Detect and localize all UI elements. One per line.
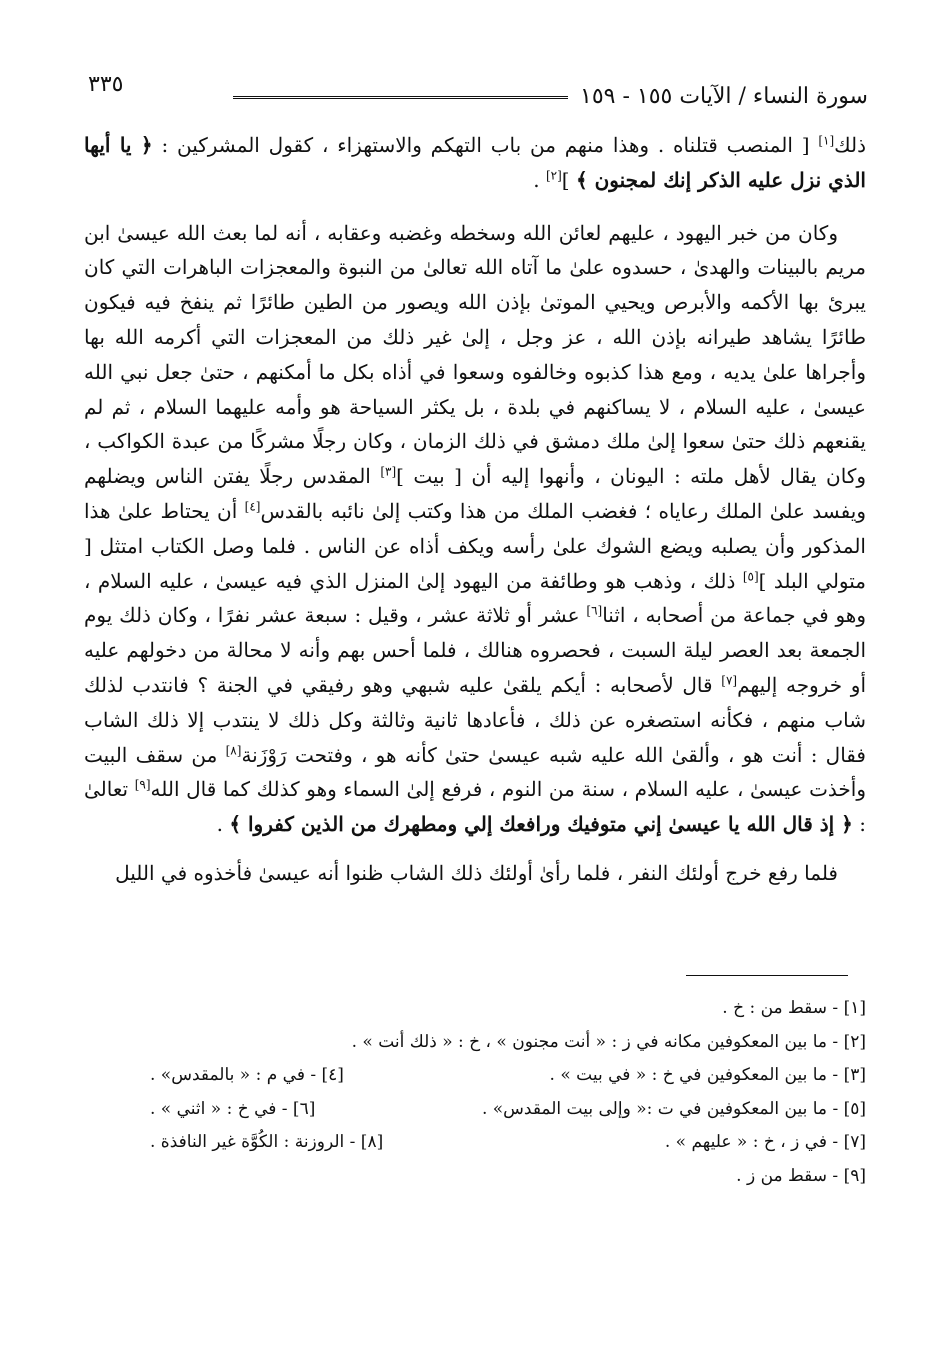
paragraph-text: قال لأصحابه : أيكم يلقىٰ عليه شبهي وهو رفيقي في الجنة ؟ فانتدب لذلك شاب منهم ، فكأنه استصغره عن ذلك ، فأعادها ثانية وثالثة وكل ذلك لا ينتدب إلا ذلك الشاب فقال : أنت هو ، وألقىٰ الله عليه شبه عيسىٰ حتىٰ كأنه هو ، وفتحت رَوْزَنة	[84, 672, 866, 767]
footnote-9: [٩] - سقط من ز .	[736, 1165, 866, 1186]
page-number: ٣٣٥	[88, 72, 124, 97]
footnote-line	[150, 1093, 866, 1127]
footnote-ref-8[interactable]: [٨]	[225, 742, 242, 757]
footnote-line	[150, 1160, 866, 1194]
footnote-ref-9[interactable]: [٩]	[134, 777, 151, 792]
footnote-ref-1[interactable]: [١]	[818, 133, 835, 148]
closing-paragraph: فلما رفع خرج أولئك النفر ، فلما رأىٰ أولئك ذلك الشاب ظنوا أنه عيسىٰ فأخذوه في الليل	[115, 860, 838, 885]
running-title: سورة النساء / الآيات ١٥٥ - ١٥٩	[580, 84, 868, 109]
paragraph-text: المقدس رجلًا يفتن الناس ويضلهم ويفسد علىٰ الملك رعاياه ؛ فغضب الملك من هذا وكتب إلىٰ نائبه بالقدس	[84, 464, 866, 523]
header-rule	[233, 96, 568, 99]
footnote-line	[150, 1026, 866, 1060]
paragraph-text: من سقف البيت وأخذت عيسىٰ ، عليه السلام ، سنة من النوم ، فرفع إلىٰ السماء وهو كذلك كما قال الله	[84, 742, 866, 802]
footnote-ref-4[interactable]: [٤]	[244, 499, 261, 514]
footnote-line	[150, 1059, 866, 1093]
page-header	[88, 68, 868, 114]
footnote-6: [٦] - في خ : « اثني » .	[150, 1098, 316, 1119]
footnote-ref-5[interactable]: [٥]	[742, 568, 759, 583]
quran-quote: ﴿ يا أيها الذي نزل عليه الذكر إنك لمجنون ﴾	[84, 133, 866, 192]
footnote-1: [١] - سقط من : خ .	[722, 998, 866, 1018]
footnote-2: [٢] - ما بين المعكوفين مكانه في ز : « أنت مجنون » ، خ : « ذلك أنت » .	[351, 1031, 866, 1052]
footnote-3: [٣] - ما بين المعكوفين في خ : « في بيت » .	[549, 1065, 866, 1085]
footnote-7: [٧] - في ز ، خ : « عليهم » .	[664, 1132, 866, 1152]
paragraph-text: وكان من خبر اليهود ، عليهم لعائن الله وسخطه وغضبه وعقابه ، أنه لما بعث الله عيسىٰ ابن مريم بالبينات والهدىٰ ، حسدوه علىٰ ما آتاه الله تعالىٰ من النبوة والمعجزات الباهرات التي كان يبرئ بها الأكمه والأبرص ويحيي الموتىٰ بإذن الله ويصور من الطين طائرًا ثم ينفخ فيه فيكون طائرًا يشاهد طيرانه بإذن الله ، عز وجل ، إلىٰ غير ذلك من المعجزات التي أكرمه الله بها وأجراها علىٰ يديه ، ومع هذا كذبوه وخالفوه وسعوا في أذاه بكل ما أمكنهم ، حتىٰ جعل نبي الله عيسىٰ ، عليه السلام ، لا يساكنهم في بلدة ، بل يكثر السياحة هو وأمه عليهما السلام ، ثم لم يقنعهم ذلك حتىٰ سعوا إلىٰ ملك دمشق في ذلك الزمان ، وكان رجلًا مشركًا من عبدة الكواكب ، وكان يقال لأهل ملته : اليونان ، وأنهوا إليه أن [ بيت ]	[84, 220, 866, 489]
footnote-ref-6[interactable]: [٦]	[586, 603, 603, 618]
main-text	[84, 128, 866, 891]
intro-text: ]	[561, 167, 576, 192]
footnote-8: [٨] - الروزنة : الكُوَّة غير النافذة .	[150, 1132, 384, 1152]
footnote-line	[150, 992, 866, 1026]
quran-quote: ﴿ إذ قال الله يا عيسىٰ إني متوفيك ورافعك إلي ومطهرك من الذين كفروا ﴾	[229, 812, 853, 837]
footnote-ref-3[interactable]: [٣]	[380, 464, 397, 479]
footnotes	[150, 992, 866, 1193]
paragraph-text: ذلك ، وذهب هو وطائفة من اليهود إلىٰ المنزل الذي فيه عيسىٰ ، عليه السلام ، وهو في جماعة من أصحابه ، اثنا	[84, 568, 866, 628]
paragraph-text: عشر أو ثلاثة عشر ، وقيل : سبعة عشر نفرًا ، وكان ذلك يوم الجمعة بعد العصر ليلة السبت ، فحصروه هنالك ، فلما أحس بهم وأنه لا محالة من دخولهم عليه أو خروجه إليهم	[84, 603, 866, 697]
footnote-ref-7[interactable]: [٧]	[721, 673, 738, 688]
intro-paragraph	[84, 128, 866, 198]
footnote-4: [٤] - في م : « بالمقدس» .	[150, 1065, 344, 1085]
paragraph-text: تعالىٰ :	[84, 777, 866, 837]
footnote-5: [٥] - ما بين المعكوفين في ت :« وإلى بيت المقدس» .	[481, 1098, 866, 1119]
paragraph-text: .	[216, 812, 230, 837]
intro-text: [ المنصب قتلناه . وهذا منهم من باب التهكم والاستهزاء ، كقول المشركين :	[152, 133, 819, 157]
footnote-line	[150, 1126, 866, 1160]
main-paragraph	[84, 216, 866, 842]
intro-text: .	[533, 167, 546, 192]
footnote-ref-2[interactable]: [٢]	[545, 168, 562, 183]
footnote-separator	[686, 975, 848, 976]
paragraph-text: أن يحتاط علىٰ هذا المذكور وأن يصلبه ويضع الشوك علىٰ رأسه ويكف أذاه عن الناس . فلما وصل الكتاب امتثل [ متولي البلد ]	[84, 498, 866, 593]
intro-text: ذلك	[834, 133, 866, 157]
